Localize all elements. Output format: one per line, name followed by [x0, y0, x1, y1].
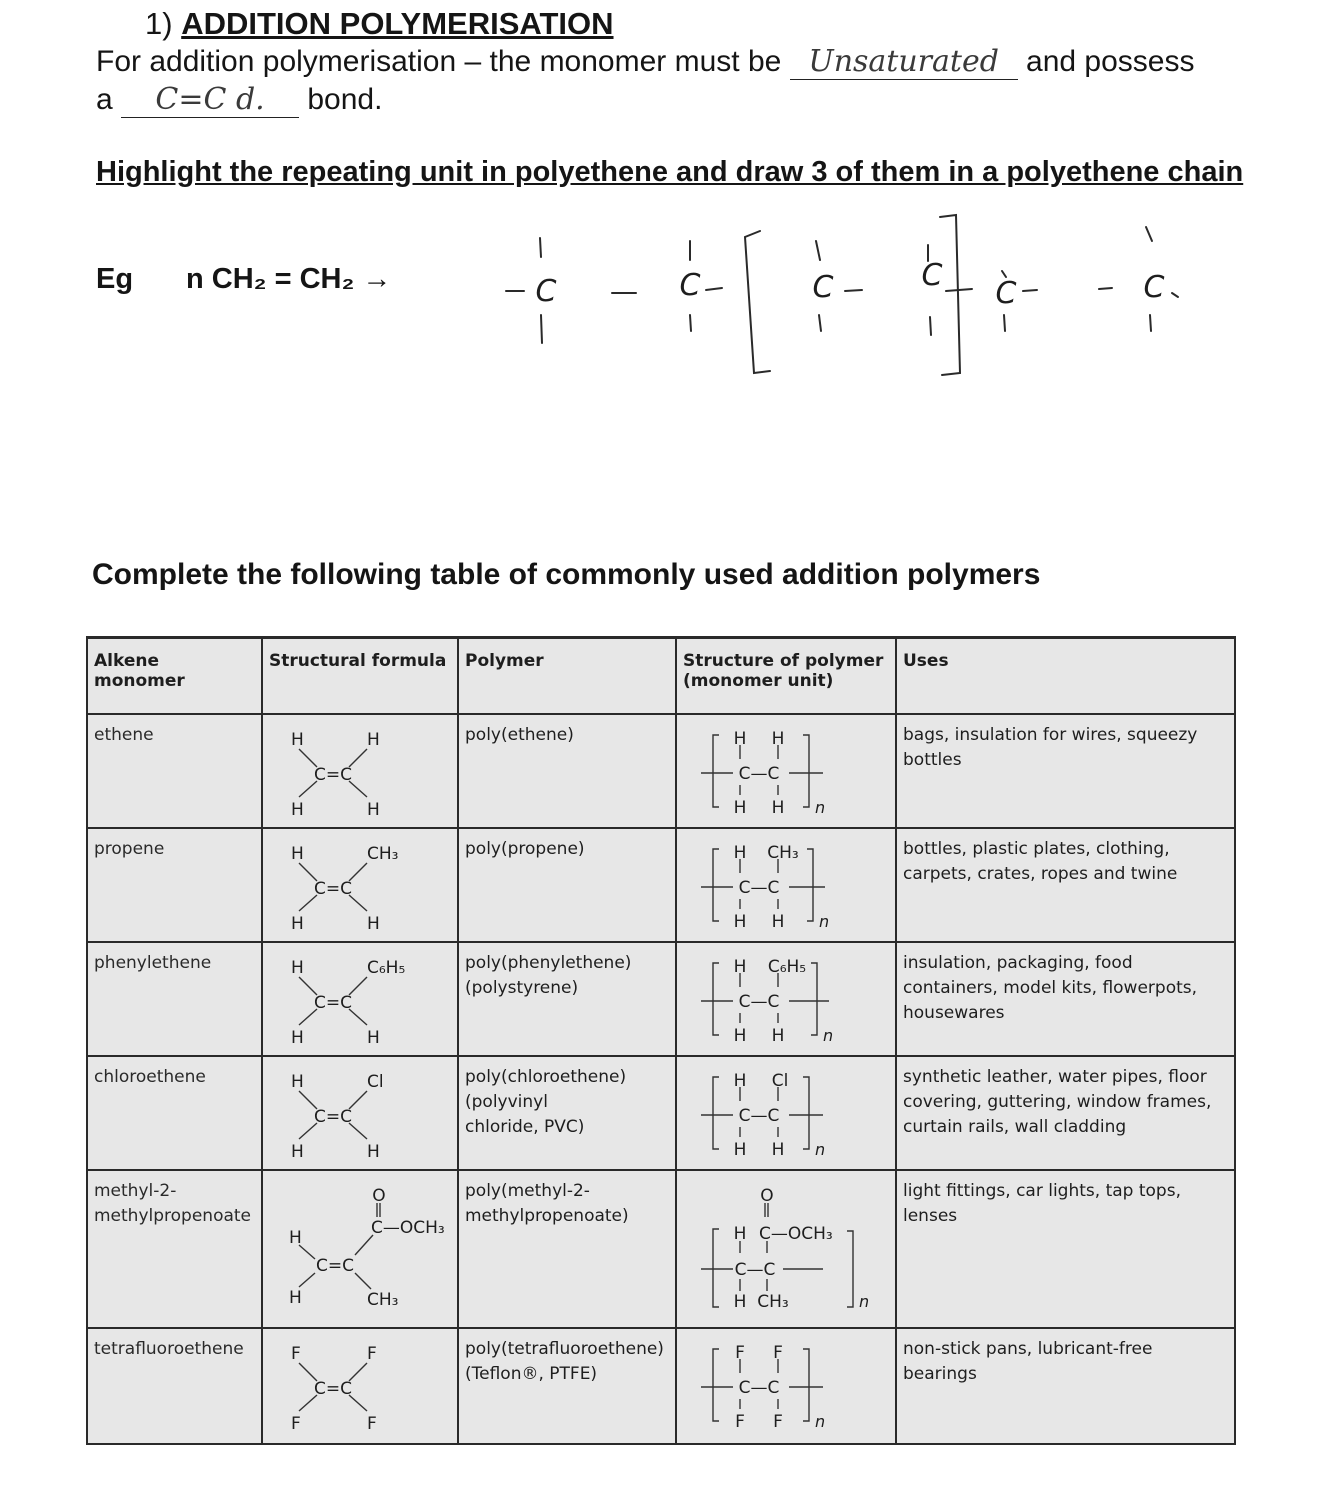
polymer-uses: bags, insulation for wires, squeezy bottles [896, 714, 1235, 828]
polymer-uses: bottles, plastic plates, clothing, carpets, crates, ropes and twine [896, 828, 1235, 942]
table-row [87, 1170, 1235, 1328]
atom-label: F [773, 1412, 783, 1432]
carbon-atom: C [995, 276, 1017, 311]
bond-line [816, 241, 820, 260]
atom-label: H [733, 1071, 747, 1091]
example-label: Eg [96, 263, 134, 295]
atom-label: H [733, 957, 747, 977]
polymer-name-line: poly(phenylethene) [465, 953, 632, 973]
polymer-name [458, 942, 676, 1056]
bond-line [1023, 290, 1037, 291]
double-bond-core: C=C [314, 993, 352, 1013]
bond-line [1146, 227, 1152, 241]
answer-unsaturated[interactable]: Unsaturated [790, 44, 1018, 80]
single-bond-core: C—C [734, 1260, 776, 1280]
header-uses: Uses [896, 638, 1235, 715]
table-row [87, 1056, 1235, 1170]
atom-label: H [733, 843, 747, 863]
bond-line [819, 315, 821, 331]
polymer-name-line: (polyvinyl [465, 1092, 548, 1112]
intro-line-2 [96, 82, 382, 118]
repeat-unit-diagram [683, 951, 893, 1047]
polymer-uses: insulation, packaging, food containers, model kits, flowerpots, housewares [896, 942, 1235, 1056]
section-heading [145, 6, 614, 42]
repeat-count-n: n [815, 1412, 826, 1431]
monomer-structure-diagram [269, 951, 449, 1047]
polymer-name-line: poly(chloroethene) [465, 1067, 627, 1087]
table-row [87, 1328, 1235, 1444]
atom-label: H [733, 912, 747, 932]
heading-number: 1) [145, 6, 173, 41]
atom-label: F [367, 1344, 377, 1364]
intro-text-4: bond. [307, 83, 383, 116]
atom-label: H [291, 1072, 304, 1092]
carbon-atom: C [679, 268, 701, 303]
atom-label: H [291, 1028, 304, 1047]
atom-label: H [733, 1026, 747, 1046]
structural-formula [262, 828, 458, 942]
atom-label: H [291, 958, 304, 978]
single-bond-core: C—C [738, 1378, 780, 1398]
repeat-count-n: n [815, 798, 826, 817]
repeat-count-n: n [815, 1140, 826, 1159]
atom-label: H [733, 729, 747, 749]
polymer-name [458, 1170, 676, 1328]
repeat-unit-diagram [683, 1179, 903, 1319]
atom-label: F [291, 1414, 301, 1433]
double-bond-core: C=C [314, 879, 352, 899]
repeat-unit-diagram [683, 1065, 893, 1161]
atom-label: C₆H₅ [367, 958, 406, 978]
atom-label: Cl [367, 1072, 384, 1092]
polymer-name-line: chloride, PVC) [465, 1117, 585, 1137]
polymer-name [458, 828, 676, 942]
atom-label: C₆H₅ [767, 957, 807, 977]
atom-label: H [733, 1140, 747, 1160]
bond-line [541, 315, 542, 343]
atom-label: CH₃ [367, 1290, 399, 1310]
repeat-unit-diagram [683, 723, 893, 819]
double-bond-core: C=C [316, 1256, 354, 1276]
polymer-name-line: methylpropenoate) [465, 1206, 629, 1226]
atom-label: H [367, 1142, 380, 1161]
atom-label: F [367, 1414, 377, 1433]
polymer-table [86, 636, 1236, 1445]
monomer-name: tetrafluoroethene [87, 1328, 262, 1444]
polymer-unit-structure [676, 1328, 896, 1444]
atom-label: H [289, 1288, 302, 1308]
double-bond-core: C=C [314, 1379, 352, 1399]
atom-label: H [771, 912, 785, 932]
atom-label: H [367, 914, 380, 933]
header-structure-of-polymer [676, 638, 896, 715]
task-instruction: Highlight the repeating unit in polyethene and draw 3 of them in a polyethene chain [96, 156, 1244, 188]
polymer-table-container [86, 636, 1234, 1444]
table-row [87, 942, 1235, 1056]
atom-label: O [372, 1186, 386, 1206]
bond-line [1099, 288, 1112, 289]
carbon-atom: C [812, 270, 834, 305]
monomer-name-line: methylpropenoate [94, 1206, 252, 1226]
structural-formula [262, 1170, 458, 1328]
monomer-name: propene [87, 828, 262, 942]
ester-group: C—OCH₃ [759, 1224, 833, 1244]
intro-text-1: For addition polymerisation – the monomer must be [96, 45, 782, 78]
table-title: Complete the following table of commonly used addition polymers [92, 558, 1041, 591]
header-structural-formula: Structural formula [262, 638, 458, 715]
atom-label: H [367, 730, 380, 750]
polymer-name-line: poly(propene) [465, 839, 585, 859]
atom-label: H [289, 1228, 302, 1248]
polymer-uses: non-stick pans, lubricant-free bearings [896, 1328, 1235, 1444]
polyethene-chain-sketch[interactable] [490, 205, 1210, 385]
polymer-name-line: (Teflon®, PTFE) [465, 1364, 598, 1384]
left-bracket [745, 231, 770, 373]
atom-label: H [771, 729, 785, 749]
atom-label: F [735, 1343, 745, 1363]
carbon-atom: C [535, 274, 557, 309]
atom-label: H [733, 1224, 747, 1244]
polymer-unit-structure [676, 1056, 896, 1170]
repeat-count-n: n [819, 912, 830, 931]
repeat-unit-diagram [683, 837, 893, 933]
carbon-atom: C [921, 258, 943, 293]
monomer-name [87, 1170, 262, 1328]
atom-label: H [733, 1292, 747, 1312]
ester-group: C—OCH₃ [371, 1218, 445, 1238]
monomer-name-line: methyl-2- [94, 1181, 177, 1201]
polymer-name-line: poly(tetrafluoroethene) [465, 1339, 664, 1359]
atom-label: CH₃ [367, 844, 399, 864]
atom-label: H [771, 798, 785, 818]
monomer-name: phenylethene [87, 942, 262, 1056]
polymer-name [458, 1056, 676, 1170]
polymer-name-line: poly(methyl-2- [465, 1181, 590, 1201]
double-bond-core: C=C [314, 765, 352, 785]
monomer-structure-diagram [269, 1337, 449, 1433]
atom-label: H [771, 1140, 785, 1160]
atom-label: Cl [771, 1071, 789, 1091]
repeat-count-n: n [823, 1026, 834, 1045]
bond-line [946, 289, 972, 291]
table-header-row [87, 638, 1235, 715]
structural-formula [262, 942, 458, 1056]
bond-line [540, 238, 541, 257]
monomer-structure-diagram [269, 1179, 465, 1319]
single-bond-core: C—C [738, 764, 780, 784]
bond-line [1150, 315, 1151, 331]
atom-label: F [291, 1344, 301, 1364]
bond-line [845, 290, 862, 291]
header-structure-line-1: Structure of polymer [683, 651, 884, 671]
atom-label: H [733, 798, 747, 818]
bond-line [690, 315, 691, 331]
heading-title: ADDITION POLYMERISATION [181, 6, 614, 41]
atom-label: O [760, 1186, 774, 1206]
header-monomer: Alkene monomer [87, 638, 262, 715]
monomer-structure-diagram [269, 723, 449, 819]
polymer-unit-structure [676, 1170, 896, 1328]
polymer-name [458, 714, 676, 828]
atom-label: F [773, 1343, 783, 1363]
atom-label: H [291, 844, 304, 864]
atom-label: H [771, 1026, 785, 1046]
bond-line [1004, 315, 1005, 331]
ethene-equation: n CH₂ = CH₂ → [186, 263, 392, 295]
monomer-name: ethene [87, 714, 262, 828]
table-row [87, 828, 1235, 942]
single-bond-core: C—C [738, 1106, 780, 1126]
structural-formula [262, 714, 458, 828]
atom-label: CH₃ [757, 1292, 789, 1312]
atom-label: H [367, 800, 380, 819]
bond-line [1172, 293, 1178, 297]
polymer-name-line: (polystyrene) [465, 978, 579, 998]
structural-formula [262, 1056, 458, 1170]
single-bond-core: C—C [738, 878, 780, 898]
monomer-name: chloroethene [87, 1056, 262, 1170]
polymer-unit-structure [676, 714, 896, 828]
polymer-uses: synthetic leather, water pipes, floor covering, guttering, window frames, curtain rails, wall cladding [896, 1056, 1235, 1170]
polymer-name-line: poly(ethene) [465, 725, 574, 745]
intro-text-3: a [96, 83, 113, 116]
atom-label: H [291, 914, 304, 933]
bond-line [930, 317, 931, 335]
header-structure-line-2: (monomer unit) [683, 671, 834, 691]
polymer-uses: light fittings, car lights, tap tops, lenses [896, 1170, 1235, 1328]
atom-label: H [291, 800, 304, 819]
polymer-unit-structure [676, 942, 896, 1056]
polymer-name [458, 1328, 676, 1444]
monomer-structure-diagram [269, 1065, 449, 1161]
atom-label: H [291, 1142, 304, 1161]
bond-line [706, 288, 722, 290]
double-bond-core: C=C [314, 1107, 352, 1127]
structural-formula [262, 1328, 458, 1444]
atom-label: H [291, 730, 304, 750]
table-row [87, 714, 1235, 828]
header-polymer: Polymer [458, 638, 676, 715]
intro-text-2: and possess [1026, 45, 1195, 78]
polymer-unit-structure [676, 828, 896, 942]
monomer-structure-diagram [269, 837, 449, 933]
carbon-atom: C [1143, 270, 1165, 305]
atom-label: H [367, 1028, 380, 1047]
right-bracket [940, 215, 960, 375]
intro-line-1 [96, 44, 1194, 80]
atom-label: F [735, 1412, 745, 1432]
repeat-count-n: n [859, 1292, 870, 1311]
single-bond-core: C—C [738, 992, 780, 1012]
answer-double-bond[interactable]: C=C d. [121, 82, 299, 118]
atom-label: CH₃ [767, 843, 799, 863]
repeat-unit-diagram [683, 1337, 893, 1433]
